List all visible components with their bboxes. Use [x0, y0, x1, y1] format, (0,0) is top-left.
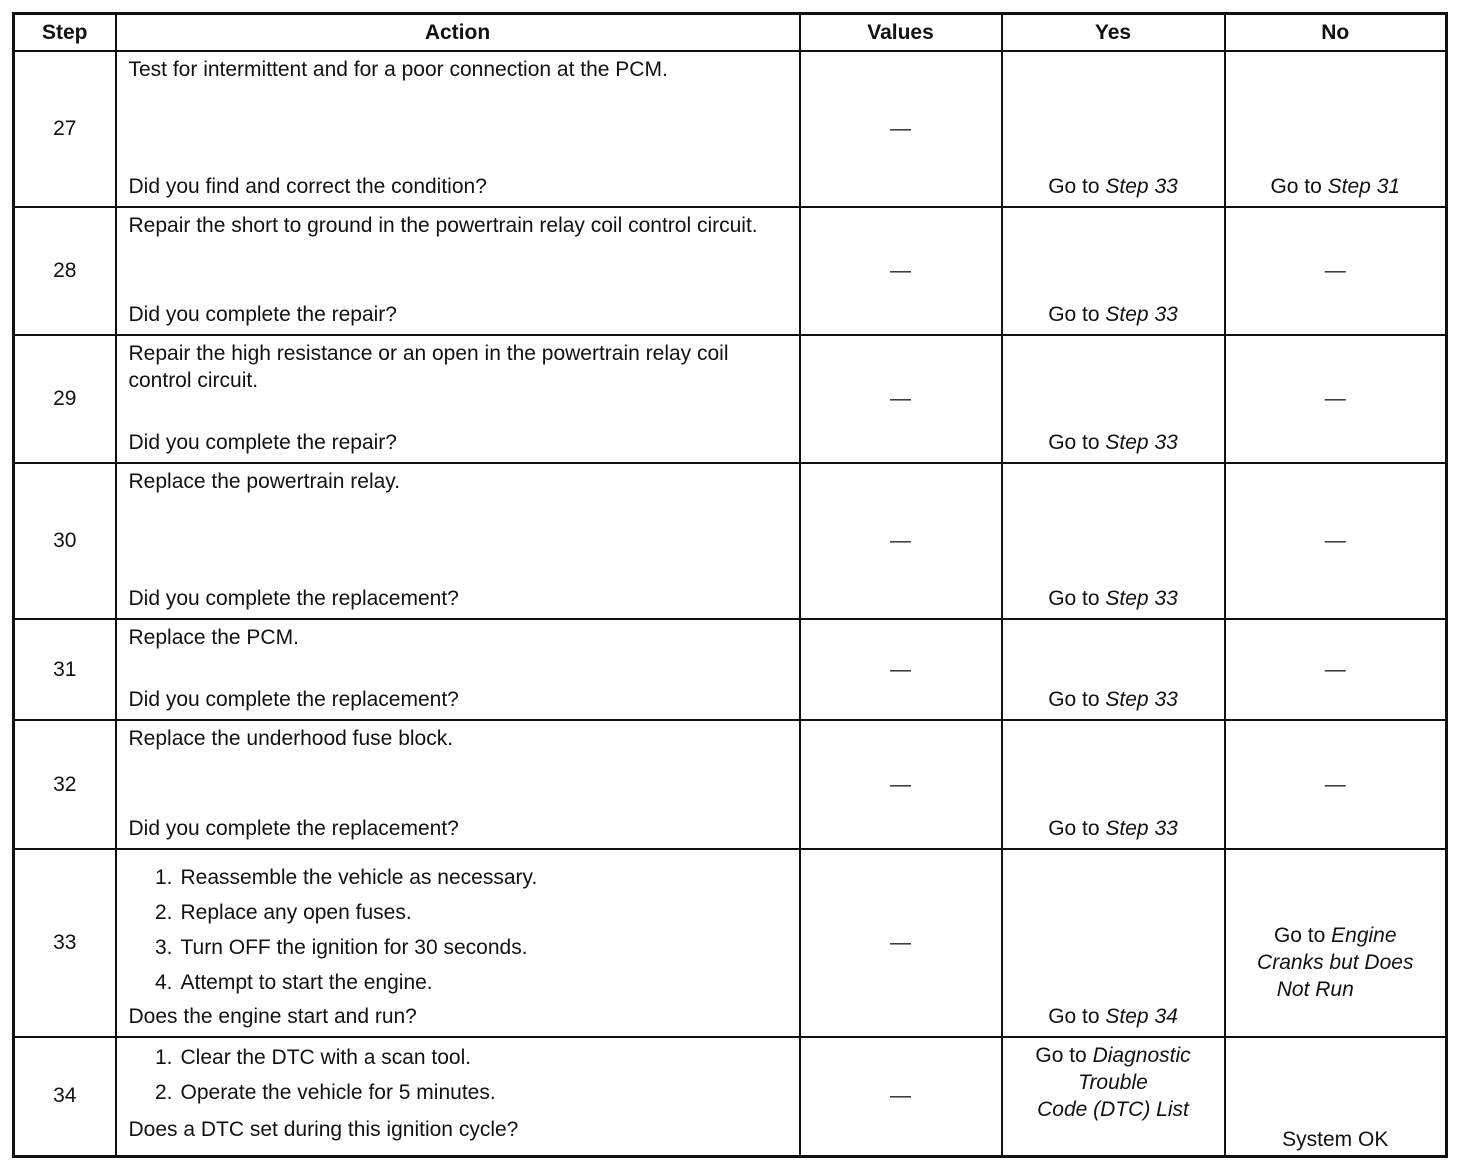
yes-prefix: Go to: [1048, 431, 1100, 454]
action-text: Repair the high resistance or an open in the powertrain relay coil control circuit.: [128, 342, 729, 392]
values-cell: [800, 849, 1002, 1037]
no-dash: —: [1324, 529, 1346, 552]
no-prefix: Go to: [1273, 924, 1326, 947]
table-row: [14, 720, 1447, 849]
yes-step-link[interactable]: Step 33: [1105, 688, 1178, 711]
yes-step-link[interactable]: Step 33: [1105, 817, 1178, 840]
table-row: [14, 207, 1447, 335]
list-item: 3. Turn OFF the ignition for 30 seconds.: [154, 936, 528, 959]
values-cell: [800, 463, 1002, 619]
yes-cell: [1002, 51, 1225, 207]
yes-cell: [1002, 335, 1225, 463]
step-number: 31: [14, 619, 116, 720]
no-dash: —: [1324, 387, 1346, 410]
value-dash: —: [890, 772, 911, 796]
action-text: Replace the underhood fuse block.: [128, 727, 454, 750]
yes-step-link[interactable]: Step 33: [1105, 303, 1178, 326]
values-cell: [800, 207, 1002, 335]
action-cell: [116, 207, 800, 335]
action-cell: [116, 1037, 800, 1156]
no-dash: —: [1324, 657, 1346, 681]
list-item: 2. Replace any open fuses.: [154, 901, 412, 924]
yes-cell: [1002, 619, 1225, 720]
yes-prefix: Go to: [1035, 1044, 1087, 1067]
header-row: [14, 14, 1447, 52]
value-dash: —: [890, 259, 911, 282]
action-cell: [116, 463, 800, 619]
values-cell: [800, 1037, 1002, 1156]
action-list: [117, 1038, 799, 1110]
action-text: Replace the PCM.: [128, 626, 299, 649]
question-text: Did you complete the replacement?: [128, 688, 459, 711]
values-cell: [800, 720, 1002, 849]
list-item: 1. Reassemble the vehicle as necessary.: [154, 866, 538, 889]
question-text: Did you complete the replacement?: [128, 817, 459, 840]
action-cell: [116, 720, 800, 849]
action-cell: [116, 849, 800, 1037]
no-cell: [1225, 51, 1447, 207]
yes-cell: [1002, 207, 1225, 335]
system-ok-text: System OK: [1282, 1127, 1389, 1151]
step-number: 33: [14, 849, 116, 1037]
step-number: 34: [14, 1037, 116, 1156]
action-cell: [116, 51, 800, 207]
question-text: Does a DTC set during this ignition cycle?: [128, 1117, 519, 1141]
values-cell: [800, 335, 1002, 463]
yes-step-link-cont[interactable]: Trouble: [1078, 1071, 1148, 1094]
action-text: Repair the short to ground in the powertrain relay coil control circuit.: [128, 214, 758, 237]
no-step-link-cont[interactable]: Cranks but Does: [1257, 951, 1414, 974]
header-no: No: [1225, 14, 1447, 52]
step-number: 32: [14, 720, 116, 849]
no-cell: [1225, 849, 1447, 1037]
values-cell: [800, 51, 1002, 207]
no-cell: [1225, 720, 1447, 849]
no-dash: —: [1324, 772, 1346, 796]
yes-prefix: Go to: [1048, 175, 1100, 198]
value-dash: —: [890, 931, 911, 954]
no-step-link-cont[interactable]: Not Run: [1276, 978, 1354, 1001]
yes-cell: [1002, 849, 1225, 1037]
list-item: 2. Operate the vehicle for 5 minutes.: [154, 1081, 496, 1104]
table-row: [14, 619, 1447, 720]
value-dash: —: [890, 117, 911, 140]
question-text: Did you complete the replacement?: [128, 587, 459, 610]
value-dash: —: [890, 387, 911, 410]
table-row: [14, 1037, 1447, 1156]
yes-prefix: Go to: [1048, 587, 1100, 610]
values-cell: [800, 619, 1002, 720]
yes-cell: [1002, 1037, 1225, 1156]
yes-step-link[interactable]: Step 34: [1105, 1005, 1178, 1028]
action-cell: [116, 619, 800, 720]
yes-prefix: Go to: [1048, 303, 1100, 326]
question-text: Did you complete the repair?: [128, 431, 397, 454]
question-text: Did you complete the repair?: [128, 303, 397, 326]
action-text: Test for intermittent and for a poor connection at the PCM.: [128, 58, 668, 81]
no-step-link[interactable]: Step 31: [1327, 175, 1401, 198]
action-cell: [116, 335, 800, 463]
diagnostic-table: [12, 12, 1448, 1158]
yes-cell: [1002, 720, 1225, 849]
header-yes: Yes: [1002, 14, 1225, 52]
step-number: 28: [14, 207, 116, 335]
yes-step-link[interactable]: Step 33: [1105, 175, 1178, 198]
header-step: Step: [14, 14, 116, 52]
value-dash: —: [890, 529, 911, 552]
table-row: [14, 335, 1447, 463]
yes-cell: [1002, 463, 1225, 619]
value-dash: —: [890, 657, 911, 681]
yes-step-link[interactable]: Step 33: [1105, 587, 1178, 610]
no-cell: [1225, 619, 1447, 720]
yes-step-link-cont[interactable]: Code (DTC) List: [1037, 1098, 1189, 1121]
no-cell: [1225, 463, 1447, 619]
no-step-link[interactable]: Engine: [1331, 924, 1397, 947]
table-row: [14, 463, 1447, 619]
step-number: 30: [14, 463, 116, 619]
no-cell: [1225, 1037, 1447, 1156]
step-number: 27: [14, 51, 116, 207]
no-dash: —: [1324, 259, 1346, 282]
no-cell: [1225, 207, 1447, 335]
step-number: 29: [14, 335, 116, 463]
header-action: Action: [116, 14, 800, 52]
question-text: Does the engine start and run?: [128, 1005, 417, 1028]
table-row: [14, 51, 1447, 207]
yes-step-link[interactable]: Diagnostic: [1092, 1044, 1191, 1067]
no-cell: [1225, 335, 1447, 463]
yes-prefix: Go to: [1048, 817, 1100, 840]
action-text: Replace the powertrain relay.: [128, 470, 401, 493]
yes-step-link[interactable]: Step 33: [1105, 431, 1178, 454]
no-prefix: Go to: [1270, 175, 1322, 198]
value-dash: —: [890, 1084, 911, 1108]
question-text: Did you find and correct the condition?: [128, 175, 487, 198]
list-item: 1. Clear the DTC with a scan tool.: [154, 1046, 472, 1069]
action-list: [117, 850, 799, 1000]
yes-prefix: Go to: [1048, 688, 1100, 711]
header-values: Values: [800, 14, 1002, 52]
list-item: 4. Attempt to start the engine.: [154, 971, 433, 994]
table-row: [14, 849, 1447, 1037]
yes-prefix: Go to: [1048, 1005, 1100, 1028]
